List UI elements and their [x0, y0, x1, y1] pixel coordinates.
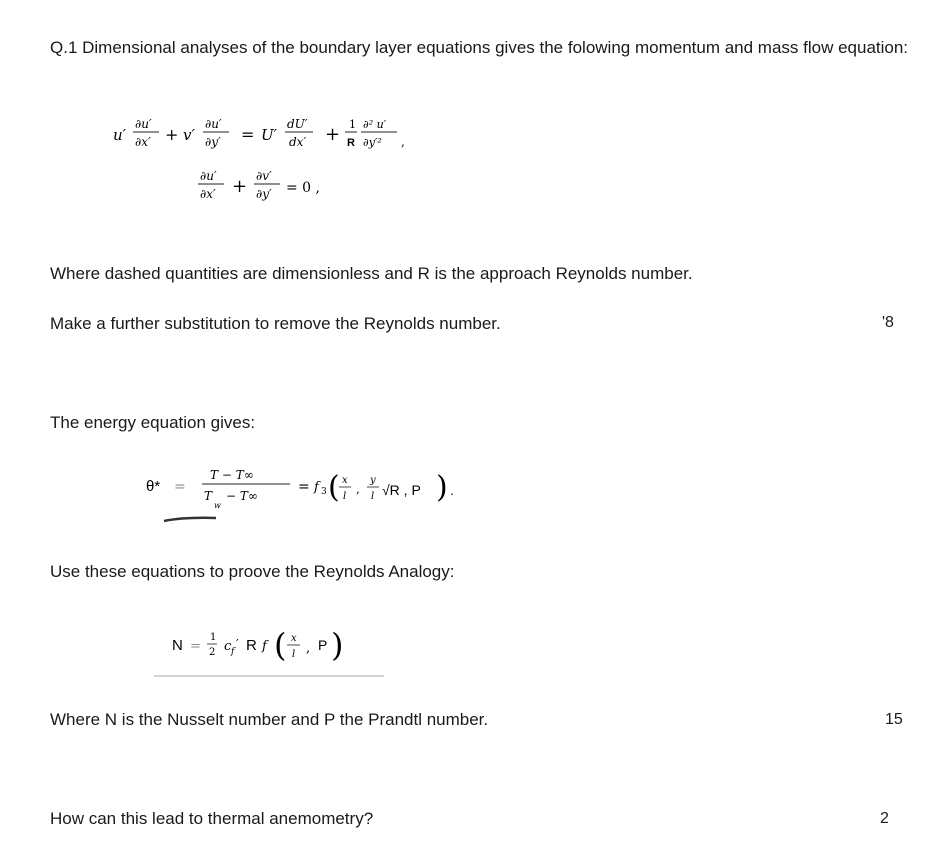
momentum-equation	[105, 108, 435, 164]
svg-text:P: P	[318, 637, 328, 653]
svg-text:R: R	[347, 137, 355, 149]
svg-text:f: f	[231, 647, 235, 657]
svg-text:l: l	[371, 491, 375, 502]
svg-text:2: 2	[209, 647, 216, 658]
question-title: Q.1 Dimensional analyses of the boundary layer equations gives the folowing momentum and mass flow equation:	[50, 38, 909, 57]
mark-reynolds-analogy: 15	[885, 711, 903, 728]
svg-text:+: +	[232, 176, 248, 197]
energy-intro-text: The energy equation gives:	[50, 413, 256, 432]
mark-anemometry: 2	[880, 810, 889, 827]
continuity-equation	[190, 162, 370, 212]
svg-text:dU′: dU′	[287, 117, 308, 131]
svg-text:R: R	[246, 637, 257, 654]
use-equations-text: Use these equations to proove the Reynolds Analogy:	[50, 562, 455, 581]
svg-text:∂y′: ∂y′	[205, 135, 221, 149]
svg-text:1: 1	[349, 118, 356, 131]
svg-text:,: ,	[306, 641, 311, 656]
svg-text:,: ,	[401, 135, 405, 149]
mark-substitution: '8	[882, 314, 894, 331]
svg-text:): )	[331, 626, 344, 664]
svg-text:y: y	[370, 475, 376, 486]
svg-text:,: ,	[356, 482, 360, 496]
svg-text:∂² u′: ∂² u′	[363, 118, 387, 131]
anemometry-text: How can this lead to thermal anemometry?	[50, 809, 374, 828]
svg-text:− T∞: − T∞	[226, 489, 258, 503]
svg-text:∂u′: ∂u′	[200, 169, 217, 183]
theta-star: θ*	[146, 478, 161, 495]
svg-text:N: N	[172, 637, 183, 654]
svg-text:∂u′: ∂u′	[205, 117, 222, 131]
svg-text:x: x	[291, 633, 297, 644]
svg-text:√R , P: √R , P	[382, 482, 421, 498]
svg-text:3: 3	[321, 487, 327, 497]
svg-text:): )	[436, 470, 448, 505]
reynolds-analogy-equation	[150, 610, 390, 685]
svg-text:(: (	[328, 470, 340, 505]
energy-equation	[140, 455, 480, 525]
momentum-equals: =	[241, 125, 255, 144]
svg-text:f: f	[262, 639, 267, 654]
svg-text:.: .	[450, 484, 454, 498]
svg-text:dx′: dx′	[289, 135, 307, 149]
svg-text:′: ′	[236, 637, 239, 651]
momentum-term-v: v′	[183, 126, 195, 144]
momentum-du: ∂u′	[135, 117, 152, 131]
svg-text:l: l	[343, 491, 347, 502]
svg-text:∂x′: ∂x′	[200, 187, 216, 201]
svg-text:T − T∞: T − T∞	[210, 468, 254, 482]
svg-text:= 0 ,: = 0 ,	[286, 180, 320, 196]
svg-text:∂v′: ∂v′	[256, 169, 272, 183]
svg-text:c: c	[224, 639, 232, 654]
svg-text:=: =	[190, 639, 201, 654]
where-n-text: Where N is the Nusselt number and P the Prandtl number.	[50, 710, 489, 729]
svg-text:∂y′: ∂y′	[256, 187, 272, 201]
substitution-text: Make a further substitution to remove the Reynolds number.	[50, 314, 501, 333]
svg-text:=: =	[298, 479, 310, 495]
svg-text:(: (	[274, 626, 287, 664]
svg-text:+: +	[325, 124, 341, 145]
momentum-dx: ∂x′	[135, 135, 151, 149]
svg-text:w: w	[214, 501, 221, 510]
where-dashed-text: Where dashed quantities are dimensionless and R is the approach Reynolds number.	[50, 264, 693, 283]
svg-text:f: f	[314, 480, 319, 495]
svg-text:l: l	[292, 649, 296, 660]
svg-text:∂y′²: ∂y′²	[363, 136, 382, 149]
svg-text:T: T	[204, 489, 213, 503]
svg-text:=: =	[174, 479, 186, 495]
momentum-term-U: U′	[261, 126, 278, 144]
momentum-plus: +	[165, 125, 179, 144]
momentum-term-u: u′	[113, 126, 127, 144]
svg-text:1: 1	[210, 632, 217, 643]
svg-text:x: x	[342, 475, 348, 486]
